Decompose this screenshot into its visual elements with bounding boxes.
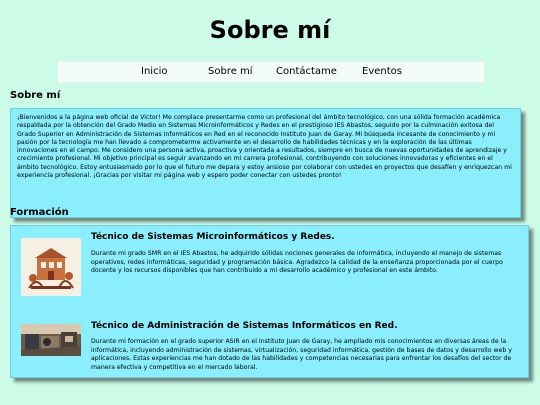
main-nav (57, 61, 485, 83)
education-title: Técnico de Sistemas Microinformáticos y Redes. (91, 232, 335, 242)
about-card (10, 108, 521, 218)
education-title: Técnico de Administración de Sistemas Informáticos en Red. (91, 321, 398, 331)
about-heading: Sobre mí (10, 90, 61, 101)
education-card (10, 225, 529, 378)
education-heading: Formación (10, 207, 69, 218)
about-text: ¡Bienvenidos a la página web oficial de Victor! Me complace presentarme como un profesional del ámbito tecnológico, con una sólida formación académica respaldada por la obtención del Grado Medio en Sistemas Microinformáticos y Redes en el prestigioso IES Abastos, seguido por la culminación exitosa del Grado Superior en Administración de Sistemas Informáticos en Red en el reconocido Instituto Juan de Garay. Mi búsqueda incesante de conocimiento y mi pasión por la tecnología me han llevado a comprometerme activamente en el desarrollo de habilidades técnicas y en la exploración de las últimas innovaciones en el campo. Me considero una persona activa, proactiva y orientada a resultados, siempre en busca de nuevas oportunidades de aprendizaje y crecimiento profesional. Mi objetivo principal es seguir avanzando en mi carrera profesional, contribuyendo con soluciones innovadoras y eficientes en el ámbito tecnológico. Estoy entusiasmado por lo que el futuro me depara y estoy ansioso por colaborar con ustedes en proyectos que desafíen y enriquezcan mi experiencia profesional. ¡Gracias por visitar mi página web y espero poder conectar con ustedes pronto! (17, 114, 512, 180)
juan-de-garay-photo (21, 324, 81, 356)
nav-link-sobre-mi[interactable]: Sobre mí (208, 66, 253, 77)
nav-link-inicio[interactable]: Inicio (141, 66, 168, 77)
page-title: Sobre mí (209, 16, 331, 44)
nav-link-contactame[interactable]: Contáctame (276, 66, 337, 77)
ies-abastos-logo (21, 238, 81, 296)
education-description: Durante mi formación en el grado superior ASIR en el Instituto Juan de Garay, he ampliado mis conocimientos en diversas áreas de la informática, incluyendo administración de sistemas, virtualización, seguridad informática, gestión de bases de datos y desarrollo web y aplicaciones. Estas experiencias me han dotado de las habilidades y competencias necesarias para enfrentar los desafíos del sector de manera efectiva y competitiva en el mercado laboral. (91, 338, 512, 371)
education-description: Durante mi grado SMR en el IES Abastos, he adquirido sólidas nociones generales de informática, incluyendo el manejo de sistemas operativos, redes informáticas, seguridad y programación básica. Agradezco la calidad de la enseñanza proporcionada por el cuerpo docente y los recursos disponibles que han contribuido a mi desarrollo académico y profesional en este ámbito. (91, 250, 503, 274)
nav-link-eventos[interactable]: Eventos (362, 66, 402, 77)
